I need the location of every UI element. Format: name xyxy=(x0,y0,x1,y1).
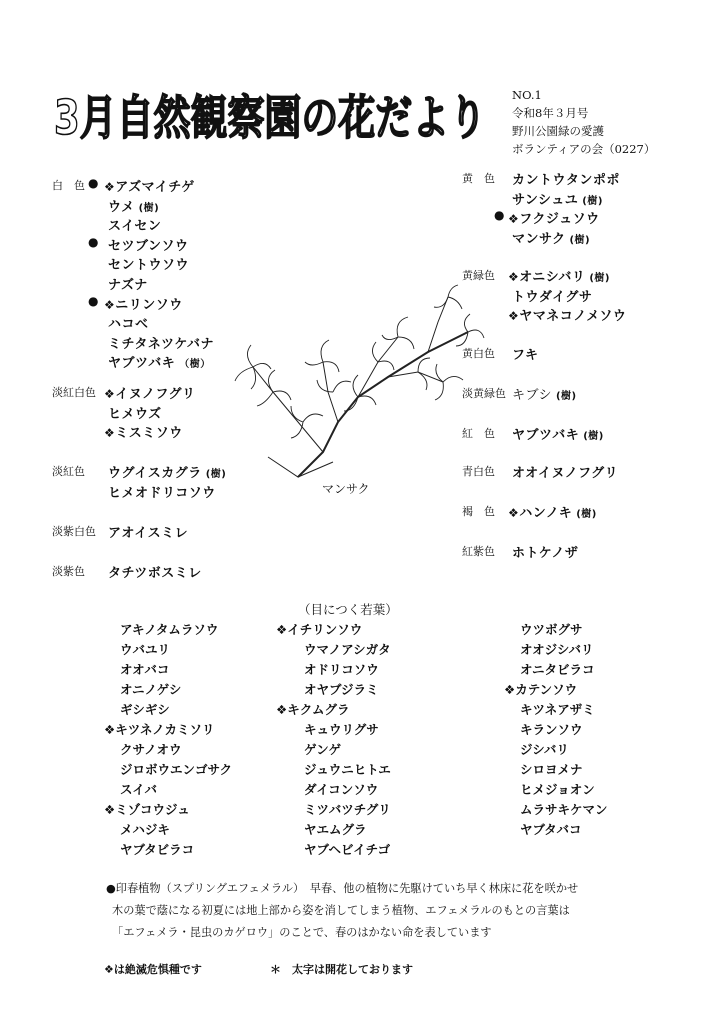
page-title: 3月自然観察園の花だより xyxy=(54,91,486,146)
flower-item xyxy=(108,215,161,234)
wakaba-item: オニノゲシ xyxy=(120,682,182,697)
wakaba-item: ムラサキケマン xyxy=(520,802,608,817)
category-label: 黄緑色 xyxy=(462,269,495,282)
wakaba-item: ❖キツネノカミソリ xyxy=(104,722,215,737)
flower-item xyxy=(512,462,618,481)
flower-item xyxy=(512,344,538,363)
flower-name: ハコベ xyxy=(108,317,149,333)
category-label: 淡紫色 xyxy=(52,565,85,578)
title-banner xyxy=(52,88,492,148)
endangered-mark: ❖ xyxy=(104,180,116,194)
flower-name: ハンノキ xyxy=(519,506,573,521)
spring-ephemeral-bullet: ● xyxy=(88,176,99,190)
category-label: 青白色 xyxy=(462,465,495,478)
flower-name: スイセン xyxy=(108,219,162,235)
illustration-caption: マンサク xyxy=(322,482,370,496)
wakaba-item: ❖ミゾコウジュ xyxy=(104,802,190,817)
wakaba-item: キュウリグサ xyxy=(304,722,379,737)
category-label: 淡紅白色 xyxy=(52,386,96,399)
wakaba-item: ウバユリ xyxy=(120,642,171,657)
endangered-mark: ❖ xyxy=(508,212,520,227)
flower-item xyxy=(104,383,196,402)
tree-tag: (樹) xyxy=(585,273,610,284)
flower-name: キブシ xyxy=(512,388,552,403)
wakaba-item: ❖キクムグラ xyxy=(276,702,350,717)
wakaba-item: ジロボウエンゴサク xyxy=(120,762,233,777)
flower-name: サンシュユ xyxy=(512,192,579,208)
endangered-mark: ❖ xyxy=(104,426,116,441)
flower-item xyxy=(108,522,188,541)
flower-name: ナズナ xyxy=(108,278,148,293)
category-label: 淡紅色 xyxy=(52,465,85,478)
note-line-3: 「エフェメラ・昆虫のカゲロウ」のことで、春のはかない命を表しています xyxy=(112,926,492,939)
category-label: 紅 色 xyxy=(462,427,495,440)
flower-item xyxy=(108,562,202,581)
flower-item xyxy=(108,462,226,481)
volunteer-group: ボランティアの会（0227） xyxy=(512,142,656,156)
flower-name: イヌノフグリ xyxy=(115,387,196,402)
category-label: 褐 色 xyxy=(462,505,495,518)
wakaba-item: キランソウ xyxy=(520,722,583,737)
flower-item xyxy=(108,254,189,273)
flower-item xyxy=(108,403,162,422)
wakaba-item: シロヨメナ xyxy=(520,762,583,777)
category-label: 白 色 xyxy=(52,179,85,192)
flower-name: アズマイチゲ xyxy=(115,180,195,195)
wakaba-item: ヤブヘビイチゴ xyxy=(304,842,391,857)
wakaba-item: メハジキ xyxy=(120,822,170,837)
spring-ephemeral-bullet: ● xyxy=(88,234,99,249)
flower-item xyxy=(108,333,214,352)
flower-name: タチツボスミレ xyxy=(108,566,202,581)
category-label: 黄 色 xyxy=(462,172,495,185)
wakaba-item: ウツボグサ xyxy=(520,622,583,637)
flower-name: オニシバリ xyxy=(519,270,586,285)
flower-item xyxy=(508,208,600,227)
flower-item xyxy=(512,384,577,403)
tree-tag: (樹) xyxy=(578,195,603,207)
wakaba-item: ウマノアシガタ xyxy=(304,642,391,657)
flower-name: フキ xyxy=(512,348,539,363)
flower-name: ニリンソウ xyxy=(115,297,183,313)
category-label: 黄白色 xyxy=(462,347,495,360)
endangered-mark: ❖ xyxy=(508,506,520,520)
mansaku-illustration xyxy=(228,282,488,482)
flower-item xyxy=(512,542,578,561)
legend-blooming: ＊ 太字は開花しております xyxy=(270,963,413,976)
note-line-2: 木の葉で蔭になる初夏には地上部から姿を消してしまう植物、エフェメラルのもとの言葉は xyxy=(112,904,570,917)
tree-tag: (樹) xyxy=(201,469,227,480)
flower-item xyxy=(104,294,183,313)
flower-name: オオイヌノフグリ xyxy=(512,466,619,481)
flower-name: マンサク xyxy=(512,231,566,247)
organization: 野川公園緑の愛護 xyxy=(512,124,604,138)
issue-info xyxy=(512,86,655,158)
flower-name: ウメ xyxy=(108,199,135,215)
note-line-1: ●印春植物（スプリングエフェメラル） 早春、他の植物に先駆けていち早く林床に花を咲かせ xyxy=(106,882,579,895)
wakaba-item: ❖カテンソウ xyxy=(504,682,578,697)
wakaba-item: オヤブジラミ xyxy=(304,682,379,697)
flower-name: ヤブツバキ xyxy=(512,428,580,443)
wakaba-item: ミツバツチグリ xyxy=(304,802,391,817)
flower-item xyxy=(104,176,195,195)
flower-name: ヒメウズ xyxy=(108,406,162,422)
endangered-mark: ❖ xyxy=(104,387,116,401)
flower-item xyxy=(508,266,610,285)
tree-tag: (樹) xyxy=(572,509,597,520)
flower-name: アオイスミレ xyxy=(108,526,189,541)
flower-item xyxy=(108,196,159,215)
wakaba-item: クサノオウ xyxy=(120,742,182,757)
flower-item xyxy=(512,169,620,188)
wakaba-item: ❖イチリンソウ xyxy=(276,622,363,637)
wakaba-item: ヒメジョオン xyxy=(520,782,595,797)
wakaba-item: ヤブタビラコ xyxy=(120,842,195,857)
issue-date: 令和8年３月号 xyxy=(512,106,589,120)
flower-item xyxy=(104,422,183,441)
wakaba-item: スイバ xyxy=(120,782,158,797)
flower-item xyxy=(108,274,148,293)
spring-ephemeral-bullet: ● xyxy=(88,293,99,308)
spring-ephemeral-bullet: ● xyxy=(494,208,505,223)
flower-name: ミチタネツケバナ xyxy=(108,336,215,352)
tree-tag: (樹) xyxy=(134,202,160,214)
wakaba-item: ジュウニヒトエ xyxy=(304,762,391,777)
wakaba-heading: （目につく若葉） xyxy=(298,602,398,617)
endangered-mark: ❖ xyxy=(508,270,520,284)
wakaba-item: ジシバリ xyxy=(520,742,569,757)
wakaba-item: ヤエムグラ xyxy=(304,822,367,837)
flower-item xyxy=(512,228,590,247)
wakaba-item: オオバコ xyxy=(120,662,170,677)
flower-item xyxy=(108,352,211,371)
flower-item xyxy=(508,502,597,521)
tree-tag: (樹) xyxy=(551,391,577,402)
endangered-mark: ❖ xyxy=(104,297,116,312)
flower-name: セツブンソウ xyxy=(108,238,189,254)
flower-item xyxy=(108,235,188,254)
flower-name: ヤマネコノメソウ xyxy=(519,309,627,325)
tree-tag: (樹) xyxy=(565,234,591,246)
category-label: 淡黄緑色 xyxy=(462,387,506,400)
wakaba-item: オオジシバリ xyxy=(520,642,594,657)
tree-tag: (樹) xyxy=(579,431,604,442)
flower-item xyxy=(508,305,626,324)
wakaba-item: キツネアザミ xyxy=(520,702,595,717)
issue-number: NO.1 xyxy=(512,88,542,102)
flower-name: ヤブツバキ xyxy=(108,356,176,372)
wakaba-item: ゲンゲ xyxy=(304,742,342,757)
flower-name: カントウタンポポ xyxy=(512,173,620,188)
flower-name: フクジュソウ xyxy=(519,212,600,228)
tree-tag: （樹） xyxy=(175,359,211,371)
flower-name: ヒメオドリコソウ xyxy=(108,485,216,501)
flower-name: ミスミソウ xyxy=(115,426,183,442)
category-label: 淡紫白色 xyxy=(52,525,96,538)
flower-name: ウグイスカグラ xyxy=(108,466,202,481)
flower-item xyxy=(108,482,216,501)
flower-item xyxy=(512,189,603,208)
flower-item xyxy=(512,424,604,443)
flower-item xyxy=(512,286,592,305)
wakaba-item: オドリコソウ xyxy=(304,662,379,677)
flower-item xyxy=(108,313,149,332)
wakaba-item: ダイコンソウ xyxy=(304,782,379,797)
wakaba-item: ヤブタバコ xyxy=(520,822,582,837)
flower-name: トウダイグサ xyxy=(512,289,593,305)
endangered-mark: ❖ xyxy=(508,309,520,324)
flower-name: ホトケノザ xyxy=(512,546,579,561)
wakaba-item: アキノタムラソウ xyxy=(120,622,219,637)
flower-name: セントウソウ xyxy=(108,258,190,274)
wakaba-item: ギシギシ xyxy=(120,702,170,717)
legend-endangered: ❖は絶滅危惧種です xyxy=(104,963,202,976)
category-label: 紅紫色 xyxy=(462,545,495,558)
wakaba-item: オニタビラコ xyxy=(520,662,595,677)
